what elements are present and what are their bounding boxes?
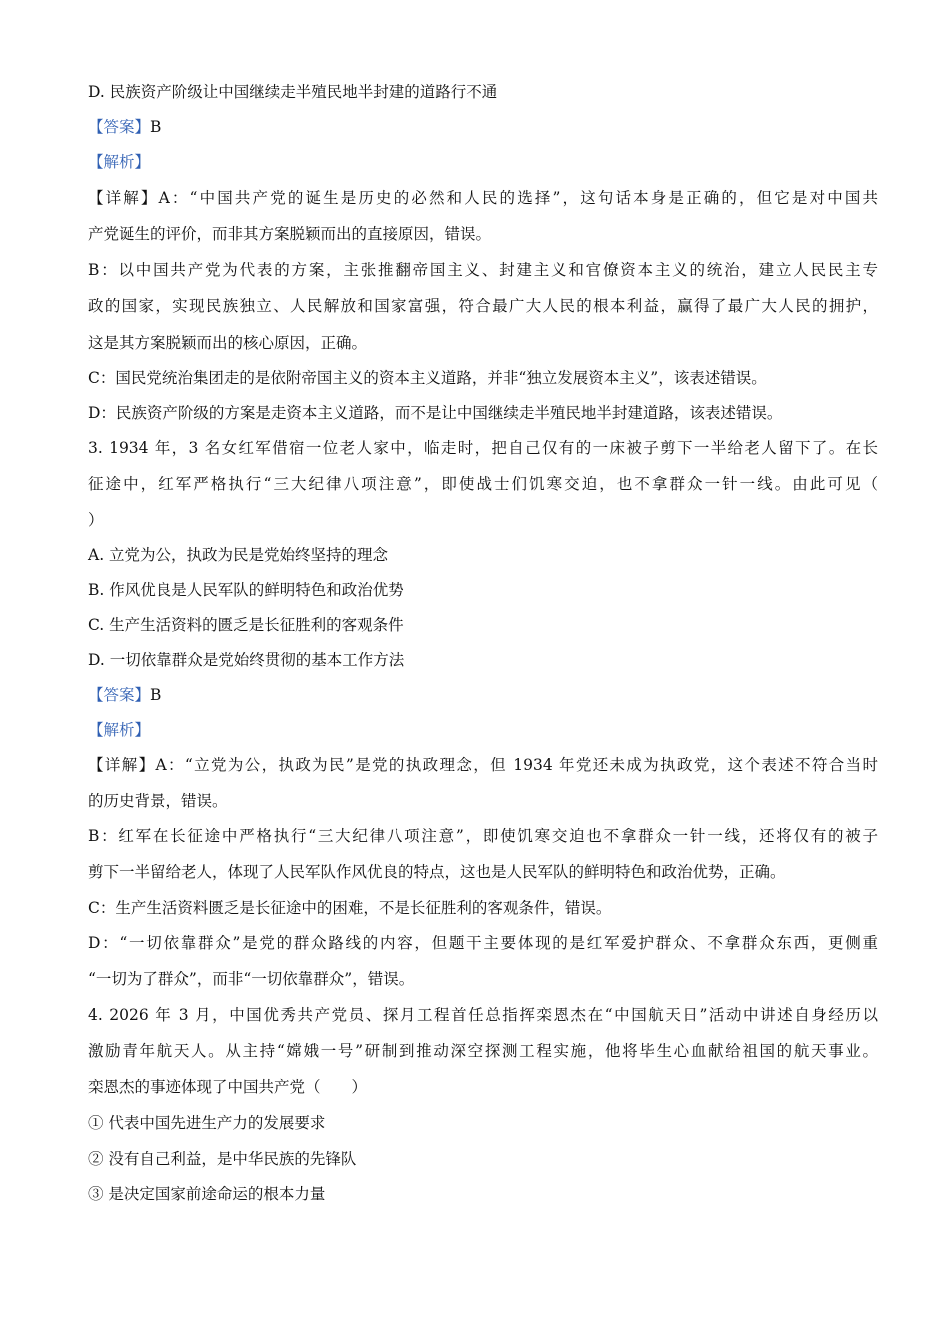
- text-line: D：民族资产阶级的方案是走资本主义道路，而不是让中国继续走半殖民地半封建道路，该表述错误。: [88, 404, 783, 422]
- question-3-line: 3. 1934 年，3 名女红军借宿一位老人家中，临走时，把自己仅有的一床被子剪下一半给老人留下了。在长: [88, 439, 878, 457]
- text-line: 政的国家，实现民族独立、人民解放和国家富强，符合最广大人民的根本利益，赢得了最广大人民的拥护，: [88, 297, 878, 315]
- text-line: B：红军在长征途中严格执行“三大纪律八项注意”，即使饥寒交迫也不拿群众一针一线，还将仅有的被子: [88, 827, 878, 845]
- text-line: 剪下一半留给老人，体现了人民军队作风优良的特点，这也是人民军队的鲜明特色和政治优势，正确。: [88, 863, 786, 881]
- text-line: C：生产生活资料匮乏是长征途中的困难，不是长征胜利的客观条件，错误。: [88, 899, 612, 917]
- text-line: “一切为了群众”，而非“一切依靠群众”，错误。: [88, 970, 415, 988]
- answer-value: B: [150, 686, 162, 704]
- detail-line: 【详解】A：“立党为公，执政为民”是党的执政理念，但 1934 年党还未成为执政党，这个表述不符合当时: [88, 756, 878, 774]
- statement-1: ① 代表中国先进生产力的发展要求: [88, 1114, 326, 1132]
- text-line: 产党诞生的评价，而非其方案脱颖而出的直接原因，错误。: [88, 225, 492, 243]
- option-c: C. 生产生活资料的匮乏是长征胜利的客观条件: [88, 616, 404, 634]
- text-line: 这是其方案脱颖而出的核心原因，正确。: [88, 334, 368, 352]
- question-4-line: 栾恩杰的事迹体现了中国共产党（ ）: [88, 1078, 368, 1096]
- statement-2: ② 没有自己利益，是中华民族的先锋队: [88, 1150, 357, 1168]
- option-d-line: D. 民族资产阶级让中国继续走半殖民地半封建的道路行不通: [88, 83, 498, 101]
- question-3-line: ）: [88, 511, 104, 529]
- analysis-tag: 【解析】: [88, 153, 151, 171]
- text-line: B：以中国共产党为代表的方案，主张推翻帝国主义、封建主义和官僚资本主义的统治，建立人民民主专: [88, 261, 878, 279]
- question-4-line: 激励青年航天人。从主持“嫦娥一号”研制到推动深空探测工程实施，他将毕生心血献给祖国的航天事业。: [88, 1042, 878, 1060]
- detail-line: 【详解】A：“中国共产党的诞生是历史的必然和人民的选择”，这句话本身是正确的，但它是对中国共: [88, 189, 878, 207]
- answer-line: [88, 117, 878, 137]
- question-3-line: 征途中，红军严格执行“三大纪律八项注意”，即使战士们饥寒交迫，也不拿群众一针一线。由此可见（: [88, 475, 878, 493]
- answer-line: [88, 685, 878, 705]
- answer-tag: 【答案】: [88, 686, 151, 704]
- text-line: 的历史背景，错误。: [88, 792, 228, 810]
- text-line: D：“一切依靠群众”是党的群众路线的内容，但题干主要体现的是红军爱护群众、不拿群众东西，更侧重: [88, 934, 878, 952]
- analysis-line: [88, 152, 878, 172]
- text-line: C：国民党统治集团走的是依附帝国主义的资本主义道路，并非“独立发展资本主义”，该表述错误。: [88, 369, 767, 387]
- analysis-tag: 【解析】: [88, 721, 151, 739]
- analysis-line: [88, 720, 878, 740]
- option-b: B. 作风优良是人民军队的鲜明特色和政治优势: [88, 581, 404, 599]
- answer-value: B: [150, 118, 162, 136]
- option-a: A. 立党为公，执政为民是党始终坚持的理念: [88, 546, 389, 564]
- option-d: D. 一切依靠群众是党始终贯彻的基本工作方法: [88, 651, 405, 669]
- answer-tag: 【答案】: [88, 118, 151, 136]
- question-4-line: 4. 2026 年 3 月，中国优秀共产党员、探月工程首任总指挥栾恩杰在“中国航天日”活动中讲述自身经历以: [88, 1006, 878, 1024]
- statement-3: ③ 是决定国家前途命运的根本力量: [88, 1185, 326, 1203]
